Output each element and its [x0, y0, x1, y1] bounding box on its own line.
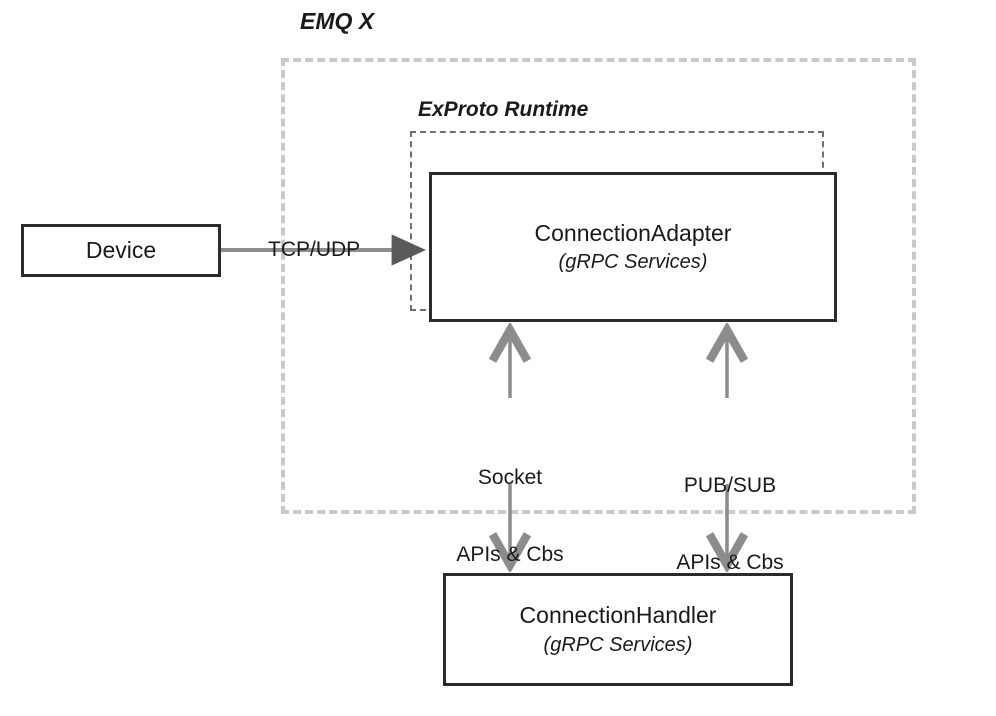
- edge-label-pubsub-line1: PUB/SUB: [683, 474, 777, 498]
- node-connection-adapter[interactable]: [429, 172, 837, 322]
- group-label-emqx: EMQ X: [300, 8, 375, 34]
- node-connection-handler-subtitle: (gRPC Services): [543, 633, 693, 656]
- node-device[interactable]: [21, 224, 221, 277]
- edge-label-tcp-udp: TCP/UDP: [268, 238, 361, 261]
- node-connection-handler-title: ConnectionHandler: [519, 602, 717, 629]
- group-label-exproto-runtime: ExProto Runtime: [418, 98, 589, 121]
- edge-label-socket-apis: [430, 414, 590, 619]
- edge-label-socket-line1: Socket: [477, 466, 543, 490]
- node-connection-adapter-subtitle: (gRPC Services): [558, 251, 708, 274]
- node-device-title: Device: [85, 236, 157, 263]
- edge-label-socket-line2: APIs & Cbs: [456, 543, 564, 567]
- edge-label-pubsub-line2: APIs & Cbs: [676, 551, 784, 575]
- edge-label-pubsub-apis: [650, 422, 810, 627]
- node-connection-adapter-title: ConnectionAdapter: [534, 219, 732, 246]
